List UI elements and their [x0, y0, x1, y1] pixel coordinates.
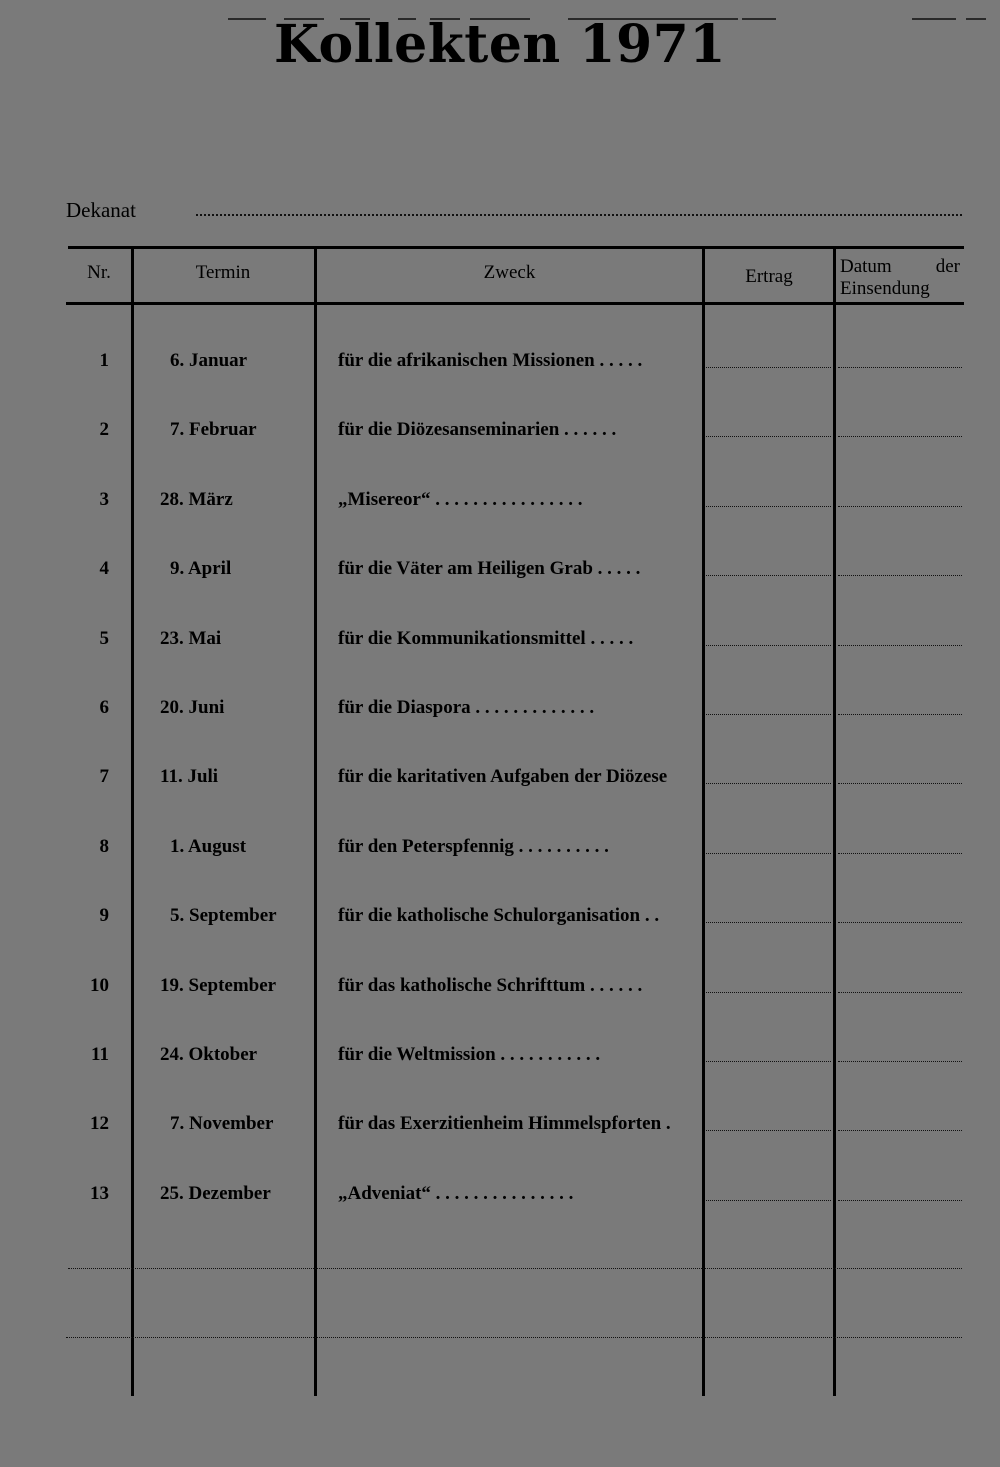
- page-title: Kollekten 1971: [273, 14, 727, 75]
- row-termin: 1. August: [170, 836, 247, 857]
- column-divider: [131, 246, 134, 1396]
- row-nr: 6: [99, 697, 109, 718]
- table-top-rule: [68, 246, 964, 249]
- row-termin: 7. Februar: [170, 419, 257, 440]
- row-termin: 24. Oktober: [160, 1044, 258, 1065]
- table-header-rule: [66, 302, 964, 305]
- datum-field[interactable]: [838, 436, 962, 437]
- row-nr: 9: [99, 905, 109, 926]
- row-termin: 11. Juli: [160, 766, 219, 787]
- column-divider: [833, 246, 836, 1396]
- row-nr: 3: [99, 489, 109, 510]
- datum-field[interactable]: [838, 575, 962, 576]
- header-zweck: Zweck: [483, 262, 536, 283]
- row-nr: 4: [99, 558, 109, 579]
- row-zweck: für die Weltmission . . . . . . . . . . .: [338, 1044, 601, 1065]
- datum-field[interactable]: [838, 853, 962, 854]
- ertrag-field[interactable]: [706, 575, 831, 576]
- header-termin: Termin: [195, 262, 251, 283]
- row-zweck: „Adveniat“ . . . . . . . . . . . . . . .: [338, 1183, 574, 1204]
- header-datum-line1: Datum der: [840, 256, 960, 277]
- row-termin: 6. Januar: [170, 350, 248, 371]
- datum-field[interactable]: [838, 992, 962, 993]
- row-termin: 20. Juni: [160, 697, 225, 718]
- ertrag-field[interactable]: [706, 1130, 831, 1131]
- row-nr: 7: [99, 766, 109, 787]
- ertrag-field[interactable]: [706, 922, 831, 923]
- row-nr: 2: [99, 419, 109, 440]
- ertrag-field[interactable]: [706, 714, 831, 715]
- header-datum: [840, 256, 960, 300]
- row-zweck: für die Kommunikationsmittel . . . . .: [338, 628, 634, 649]
- datum-field[interactable]: [838, 714, 962, 715]
- row-termin: 5. September: [170, 905, 277, 926]
- row-zweck: für die Diaspora . . . . . . . . . . . . .: [338, 697, 595, 718]
- datum-field[interactable]: [838, 1200, 962, 1201]
- ertrag-field[interactable]: [706, 992, 831, 993]
- datum-field[interactable]: [838, 1130, 962, 1131]
- row-nr: 10: [90, 975, 109, 996]
- datum-field[interactable]: [838, 645, 962, 646]
- row-nr: 1: [99, 350, 109, 371]
- row-termin: 7. November: [170, 1113, 274, 1134]
- header-nr: Nr.: [87, 262, 111, 283]
- ertrag-field[interactable]: [706, 436, 831, 437]
- datum-field[interactable]: [838, 1061, 962, 1062]
- row-zweck: für das katholische Schrifttum . . . . . .: [338, 975, 643, 996]
- ertrag-field[interactable]: [706, 645, 831, 646]
- ertrag-field[interactable]: [706, 783, 831, 784]
- ertrag-field[interactable]: [706, 506, 831, 507]
- datum-field[interactable]: [838, 922, 962, 923]
- empty-row-line: [68, 1268, 962, 1269]
- row-zweck: für die karitativen Aufgaben der Diözese: [338, 766, 668, 787]
- row-termin: 23. Mai: [160, 628, 222, 649]
- header-ertrag: Ertrag: [745, 266, 793, 287]
- row-termin: 28. März: [160, 489, 233, 510]
- dekanat-label: Dekanat: [66, 198, 136, 222]
- datum-field[interactable]: [838, 367, 962, 368]
- row-termin: 9. April: [170, 558, 232, 579]
- ertrag-field[interactable]: [706, 853, 831, 854]
- row-nr: 13: [90, 1183, 109, 1204]
- column-divider: [702, 246, 705, 1396]
- ertrag-field[interactable]: [706, 367, 831, 368]
- row-zweck: für den Peterspfennig . . . . . . . . . .: [338, 836, 609, 857]
- header-datum-line2: Einsendung: [840, 278, 930, 299]
- column-divider: [314, 246, 317, 1396]
- row-termin: 25. Dezember: [160, 1183, 271, 1204]
- row-termin: 19. September: [160, 975, 277, 996]
- row-zweck: für die Diözesanseminarien . . . . . .: [338, 419, 617, 440]
- dekanat-field[interactable]: [196, 214, 962, 216]
- row-nr: 8: [99, 836, 109, 857]
- datum-field[interactable]: [838, 783, 962, 784]
- ertrag-field[interactable]: [706, 1200, 831, 1201]
- datum-field[interactable]: [838, 506, 962, 507]
- row-nr: 5: [99, 628, 109, 649]
- row-zweck: „Misereor“ . . . . . . . . . . . . . . . .: [338, 489, 583, 510]
- row-zweck: für das Exerzitienheim Himmelspforten .: [338, 1113, 671, 1134]
- row-nr: 12: [90, 1113, 109, 1134]
- empty-row-line: [66, 1337, 962, 1338]
- row-zweck: für die afrikanischen Missionen . . . . .: [338, 350, 643, 371]
- row-nr: 11: [91, 1044, 109, 1065]
- row-zweck: für die Väter am Heiligen Grab . . . . .: [338, 558, 641, 579]
- ertrag-field[interactable]: [706, 1061, 831, 1062]
- row-zweck: für die katholische Schulorganisation . .: [338, 905, 660, 926]
